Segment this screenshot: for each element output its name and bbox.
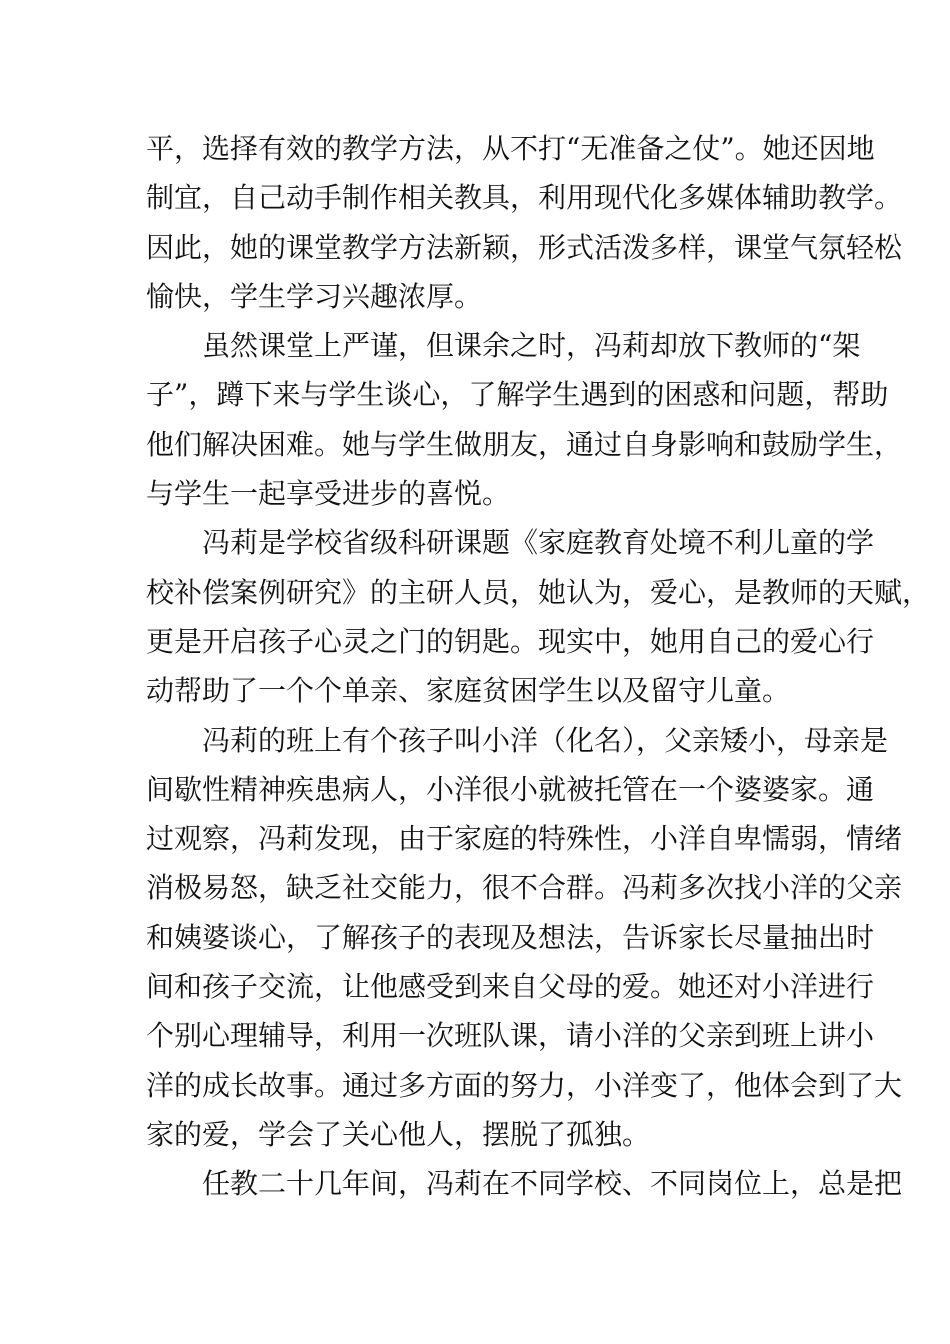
text-line: 校补偿案例研究》的主研人员，她认为，爱心，是教师的天赋，: [146, 575, 931, 609]
text-line: 他们解决困难。她与学生做朋友，通过自身影响和鼓励学生，: [146, 427, 903, 461]
paragraph-5: [146, 1159, 903, 1208]
text-line: 制宜，自己动手制作相关教具，利用现代化多媒体辅助教学。: [146, 181, 903, 215]
text-line: 虽然课堂上严谨，但课余之时，冯莉却放下教师的“架: [202, 329, 861, 363]
text-line: 间歇性精神疾患病人，小洋很小就被托管在一个婆婆家。通: [146, 772, 875, 806]
text-line: 任教二十几年间，冯莉在不同学校、不同岗位上，总是把: [202, 1167, 903, 1201]
text-line: 洋的成长故事。通过多方面的努力，小洋变了，他体会到了大: [146, 1068, 903, 1102]
text-line: 和姨婆谈心，了解孩子的表现及想法，告诉家长尽量抽出时: [146, 920, 875, 954]
paragraph-4: [146, 716, 903, 1160]
paragraph-1: [146, 124, 903, 321]
text-line: 与学生一起享受进步的喜悦。: [146, 477, 511, 511]
text-line: 个别心理辅导，利用一次班队课，请小洋的父亲到班上讲小: [146, 1019, 875, 1053]
text-line: 冯莉是学校省级科研课题《家庭教育处境不利儿童的学: [202, 526, 875, 560]
text-line: 冯莉的班上有个孩子叫小洋（化名），父亲矮小，母亲是: [202, 723, 889, 757]
text-line: 平，选择有效的教学方法，从不打“无准备之仗”。她还因地: [146, 132, 875, 165]
text-line: 因此，她的课堂教学方法新颖，形式活泼多样，课堂气氛轻松: [146, 230, 903, 264]
text-line: 过观察，冯莉发现，由于家庭的特殊性，小洋自卑懦弱，情绪: [146, 822, 903, 856]
text-line: 间和孩子交流，让他感受到来自父母的爱。她还对小洋进行: [146, 970, 875, 1004]
paragraph-3: [146, 518, 931, 715]
paragraph-2: [146, 321, 903, 518]
text-line: 子”，蹲下来与学生谈心，了解学生遇到的困惑和问题，帮助: [146, 378, 889, 412]
text-line: 更是开启孩子心灵之门的钥匙。现实中，她用自己的爱心行: [146, 624, 875, 658]
text-line: 消极易怒，缺乏社交能力，很不合群。冯莉多次找小洋的父亲: [146, 871, 903, 905]
body-text: [146, 124, 931, 1209]
text-line: 动帮助了一个个单亲、家庭贫困学生以及留守儿童。: [146, 674, 791, 708]
text-line: 家的爱，学会了关心他人，摆脱了孤独。: [146, 1117, 651, 1151]
text-line: 愉快，学生学习兴趣浓厚。: [146, 279, 483, 313]
